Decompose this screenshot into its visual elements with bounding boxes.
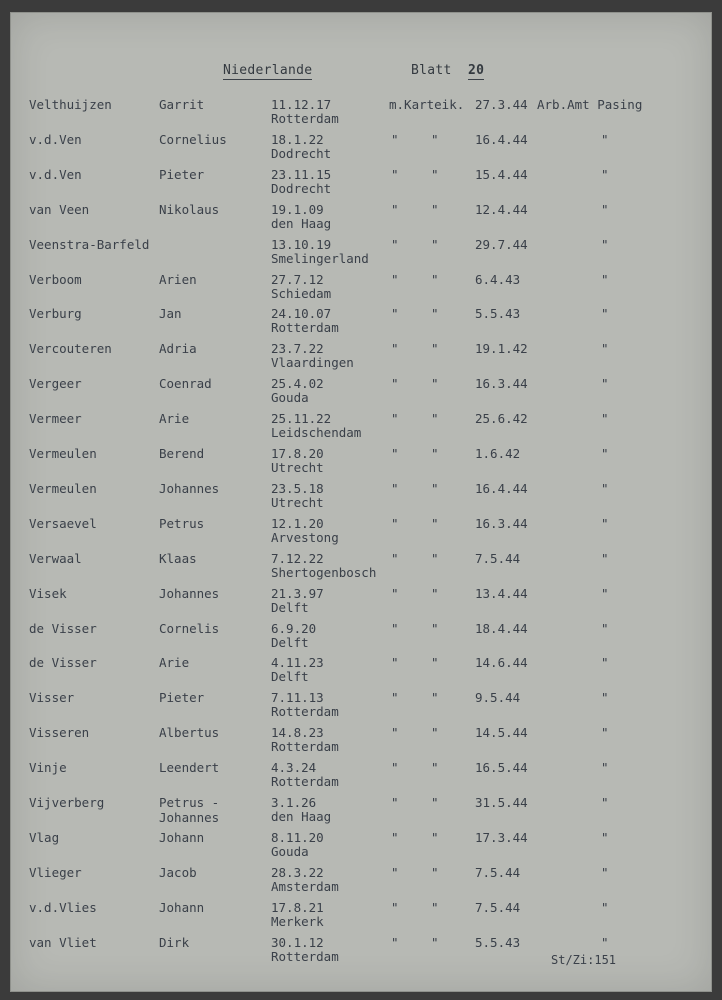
date-cell: 15.4.44: [475, 166, 528, 182]
record-row: [11, 481, 711, 515]
birth-place-cell: den Haag: [271, 809, 332, 824]
note-cell: ": [391, 376, 399, 392]
birth-date-cell: 11.12.17: [271, 97, 332, 112]
surname-cell: Vlag: [29, 829, 60, 845]
note-cell: ": [391, 236, 399, 252]
record-row: [11, 97, 711, 131]
record-row: [11, 586, 711, 620]
note-cell: ": [391, 515, 399, 531]
birth-date-cell: 3.1.26: [271, 795, 317, 810]
note-ditto-cell: ": [431, 446, 439, 461]
birth-place-cell: Rotterdam: [271, 704, 339, 720]
office-cell: ": [601, 131, 609, 147]
given-name-cell: Jacob: [159, 864, 197, 880]
birth-date-cell: 4.11.23: [271, 655, 324, 671]
given-name-cell: Pieter: [159, 166, 205, 182]
reference-number: St/Zi:151: [551, 953, 617, 967]
birth-date-cell: 7.11.13: [271, 690, 324, 706]
birth-date-cell: 24.10.07: [271, 306, 332, 322]
record-row: [11, 376, 711, 410]
note-ditto-cell: ": [431, 236, 439, 252]
record-row: [11, 865, 711, 899]
note-cell: ": [391, 306, 399, 322]
record-row: [11, 795, 711, 829]
record-row: [11, 830, 711, 864]
office-cell: ": [601, 411, 609, 427]
note-ditto-cell: ": [431, 655, 439, 671]
date-cell: 27.3.44: [475, 97, 528, 112]
birth-place-cell: Gouda: [271, 843, 309, 859]
surname-cell: Veenstra-Barfeld: [29, 236, 150, 252]
date-cell: 18.4.44: [475, 620, 528, 636]
note-ditto-cell: ": [431, 376, 439, 392]
record-row: [11, 690, 711, 724]
office-cell: ": [601, 515, 609, 531]
birth-place-cell: Rotterdam: [271, 111, 339, 126]
record-row: [11, 621, 711, 655]
note-ditto-cell: ": [431, 166, 439, 182]
office-cell: ": [601, 899, 609, 915]
note-ditto-cell: ": [431, 306, 439, 322]
birth-date-cell: 17.8.21: [271, 899, 324, 915]
birth-place-cell: Utrecht: [271, 494, 324, 510]
birth-place-cell: Rotterdam: [271, 774, 339, 790]
date-cell: 7.5.44: [475, 550, 521, 566]
birth-place-cell: den Haag: [271, 215, 332, 231]
surname-cell: Vlieger: [29, 864, 82, 880]
note-cell: ": [391, 690, 399, 706]
office-cell: ": [601, 236, 609, 252]
date-cell: 7.5.44: [475, 899, 521, 915]
office-cell: ": [601, 585, 609, 601]
note-ditto-cell: ": [431, 515, 439, 531]
given-name-cell: Arie: [159, 411, 190, 427]
date-cell: 19.1.42: [475, 341, 528, 357]
surname-cell: Verboom: [29, 271, 82, 287]
note-cell: ": [391, 411, 399, 427]
office-cell: ": [601, 376, 609, 392]
surname-cell: Visser: [29, 690, 75, 706]
date-cell: 16.3.44: [475, 515, 528, 531]
note-cell: ": [391, 899, 399, 915]
surname-cell: v.d.Vlies: [29, 899, 97, 915]
birth-date-cell: 28.3.22: [271, 864, 324, 880]
surname-cell: Visseren: [29, 725, 90, 741]
record-row: [11, 725, 711, 759]
surname-cell: van Vliet: [29, 934, 97, 950]
note-cell: ": [391, 620, 399, 636]
birth-place-cell: Amsterdam: [271, 878, 339, 894]
note-cell: ": [391, 446, 399, 461]
birth-place-cell: Shertogenbosch: [271, 564, 377, 580]
office-cell: ": [601, 795, 609, 810]
birth-place-cell: Leidschendam: [271, 425, 362, 441]
date-cell: 14.5.44: [475, 725, 528, 741]
surname-cell: Vinje: [29, 760, 67, 776]
given-name-cell: Johannes: [159, 585, 220, 601]
date-cell: 5.5.43: [475, 306, 521, 322]
date-cell: 1.6.42: [475, 446, 521, 461]
office-cell: ": [601, 271, 609, 287]
country-heading: Niederlande: [223, 63, 313, 78]
given-name-cell: Coenrad: [159, 376, 212, 392]
office-cell: ": [601, 934, 609, 950]
note-cell: ": [391, 934, 399, 950]
note-cell: ": [391, 725, 399, 741]
birth-place-cell: Smelingerland: [271, 250, 369, 266]
birth-date-cell: 4.3.24: [271, 760, 317, 776]
birth-date-cell: 23.5.18: [271, 480, 324, 496]
note-cell: ": [391, 480, 399, 496]
note-cell: ": [391, 585, 399, 601]
date-cell: 25.6.42: [475, 411, 528, 427]
office-cell: ": [601, 690, 609, 706]
given-name-cell: Nikolaus: [159, 201, 220, 217]
given-name-cell: Garrit: [159, 97, 205, 112]
surname-cell: Velthuijzen: [29, 97, 112, 112]
surname-cell: Verwaal: [29, 550, 82, 566]
birth-date-cell: 12.1.20: [271, 515, 324, 531]
date-cell: 13.4.44: [475, 585, 528, 601]
note-cell: m.Karteik.: [389, 97, 465, 112]
office-cell: ": [601, 446, 609, 461]
surname-cell: Verburg: [29, 306, 82, 322]
given-name-cell: Albertus: [159, 725, 220, 741]
office-cell: ": [601, 829, 609, 845]
note-cell: ": [391, 166, 399, 182]
given-name-cell: Petrus: [159, 515, 205, 531]
note-ditto-cell: ": [431, 271, 439, 287]
given-name-cell: Pieter: [159, 690, 205, 706]
record-row: [11, 272, 711, 306]
office-cell: ": [601, 760, 609, 776]
date-cell: 29.7.44: [475, 236, 528, 252]
surname-cell: Vermeer: [29, 411, 82, 427]
birth-place-cell: Arvestong: [271, 529, 339, 545]
given-name-cell: Johann: [159, 829, 205, 845]
note-ditto-cell: ": [431, 934, 439, 950]
office-cell: Arb.Amt Pasing: [537, 97, 643, 112]
birth-place-cell: Vlaardingen: [271, 355, 354, 371]
birth-date-cell: 27.7.12: [271, 271, 324, 287]
birth-date-cell: 19.1.09: [271, 201, 324, 217]
birth-date-cell: 14.8.23: [271, 725, 324, 741]
note-cell: ": [391, 271, 399, 287]
note-ditto-cell: ": [431, 480, 439, 496]
birth-date-cell: 7.12.22: [271, 550, 324, 566]
office-cell: ": [601, 306, 609, 322]
birth-place-cell: Utrecht: [271, 460, 324, 475]
date-cell: 16.3.44: [475, 376, 528, 392]
date-cell: 6.4.43: [475, 271, 521, 287]
note-ditto-cell: ": [431, 411, 439, 427]
birth-date-cell: 25.4.02: [271, 376, 324, 392]
date-cell: 17.3.44: [475, 829, 528, 845]
given-name-cell: Klaas: [159, 550, 197, 566]
office-cell: ": [601, 550, 609, 566]
record-row: [11, 551, 711, 585]
note-ditto-cell: ": [431, 899, 439, 915]
office-cell: ": [601, 201, 609, 217]
given-name-cell: Berend: [159, 446, 205, 461]
given-name-cell: Arien: [159, 271, 197, 287]
record-row: [11, 760, 711, 794]
date-cell: 9.5.44: [475, 690, 521, 706]
record-row: [11, 341, 711, 375]
date-cell: 14.6.44: [475, 655, 528, 671]
surname-cell: Vergeer: [29, 376, 82, 392]
birth-place-cell: Dodrecht: [271, 180, 332, 196]
note-ditto-cell: ": [431, 829, 439, 845]
given-name-cell: Cornelius: [159, 131, 227, 147]
surname-cell: Visek: [29, 585, 67, 601]
note-ditto-cell: ": [431, 550, 439, 566]
given-name-cell: Petrus - Johannes: [159, 795, 220, 825]
given-name-cell: Arie: [159, 655, 190, 671]
given-name-cell: Adria: [159, 341, 197, 357]
birth-place-cell: Rotterdam: [271, 948, 339, 964]
surname-cell: de Visser: [29, 655, 97, 671]
record-row: [11, 655, 711, 689]
given-name-cell: Dirk: [159, 934, 190, 950]
birth-place-cell: Delft: [271, 599, 309, 615]
note-ditto-cell: ": [431, 585, 439, 601]
office-cell: ": [601, 480, 609, 496]
given-name-cell: Johann: [159, 899, 205, 915]
note-cell: ": [391, 864, 399, 880]
document-page: [10, 12, 712, 992]
birth-place-cell: Schiedam: [271, 285, 332, 301]
note-ditto-cell: ": [431, 620, 439, 636]
sheet-label: Blatt: [411, 63, 452, 78]
note-ditto-cell: ": [431, 795, 439, 810]
note-cell: ": [391, 829, 399, 845]
birth-date-cell: 21.3.97: [271, 585, 324, 601]
surname-cell: Vijverberg: [29, 795, 105, 810]
birth-date-cell: 13.10.19: [271, 236, 332, 252]
date-cell: 5.5.43: [475, 934, 521, 950]
office-cell: ": [601, 655, 609, 671]
note-cell: ": [391, 795, 399, 810]
birth-place-cell: Rotterdam: [271, 739, 339, 755]
note-ditto-cell: ": [431, 864, 439, 880]
date-cell: 16.4.44: [475, 131, 528, 147]
surname-cell: van Veen: [29, 201, 90, 217]
birth-place-cell: Dodrecht: [271, 145, 332, 161]
date-cell: 12.4.44: [475, 201, 528, 217]
note-cell: ": [391, 341, 399, 357]
given-name-cell: Leendert: [159, 760, 220, 776]
note-cell: ": [391, 131, 399, 147]
note-ditto-cell: ": [431, 131, 439, 147]
office-cell: ": [601, 725, 609, 741]
surname-cell: Versaevel: [29, 515, 97, 531]
birth-date-cell: 23.11.15: [271, 166, 332, 182]
surname-cell: v.d.Ven: [29, 166, 82, 182]
office-cell: ": [601, 620, 609, 636]
birth-place-cell: Delft: [271, 669, 309, 685]
office-cell: ": [601, 166, 609, 182]
record-row: [11, 411, 711, 445]
office-cell: ": [601, 864, 609, 880]
note-cell: ": [391, 201, 399, 217]
surname-cell: de Visser: [29, 620, 97, 636]
note-ditto-cell: ": [431, 690, 439, 706]
record-row: [11, 900, 711, 934]
date-cell: 16.4.44: [475, 480, 528, 496]
surname-cell: v.d.Ven: [29, 131, 82, 147]
record-row: [11, 132, 711, 166]
note-ditto-cell: ": [431, 341, 439, 357]
note-cell: ": [391, 655, 399, 671]
date-cell: 16.5.44: [475, 760, 528, 776]
surname-cell: Vermeulen: [29, 480, 97, 496]
record-row: [11, 237, 711, 271]
birth-date-cell: 25.11.22: [271, 411, 332, 427]
date-cell: 7.5.44: [475, 864, 521, 880]
birth-date-cell: 30.1.12: [271, 934, 324, 950]
office-cell: ": [601, 341, 609, 357]
birth-place-cell: Rotterdam: [271, 320, 339, 336]
surname-cell: Vermeulen: [29, 446, 97, 461]
note-cell: ": [391, 760, 399, 776]
date-cell: 31.5.44: [475, 795, 528, 810]
note-ditto-cell: ": [431, 201, 439, 217]
note-ditto-cell: ": [431, 760, 439, 776]
birth-place-cell: Delft: [271, 634, 309, 650]
given-name-cell: Cornelis: [159, 620, 220, 636]
sheet-number: 20: [468, 63, 485, 78]
record-row: [11, 516, 711, 550]
record-row: [11, 306, 711, 340]
birth-place-cell: Gouda: [271, 390, 309, 406]
birth-date-cell: 17.8.20: [271, 446, 324, 461]
birth-date-cell: 18.1.22: [271, 131, 324, 147]
birth-place-cell: Merkerk: [271, 913, 324, 929]
surname-cell: Vercouteren: [29, 341, 112, 357]
record-row: [11, 446, 711, 480]
record-row: [11, 167, 711, 201]
given-name-cell: Johannes: [159, 480, 220, 496]
birth-date-cell: 6.9.20: [271, 620, 317, 636]
note-ditto-cell: ": [431, 725, 439, 741]
record-row: [11, 202, 711, 236]
birth-date-cell: 8.11.20: [271, 829, 324, 845]
note-cell: ": [391, 550, 399, 566]
birth-date-cell: 23.7.22: [271, 341, 324, 357]
given-name-cell: Jan: [159, 306, 182, 322]
